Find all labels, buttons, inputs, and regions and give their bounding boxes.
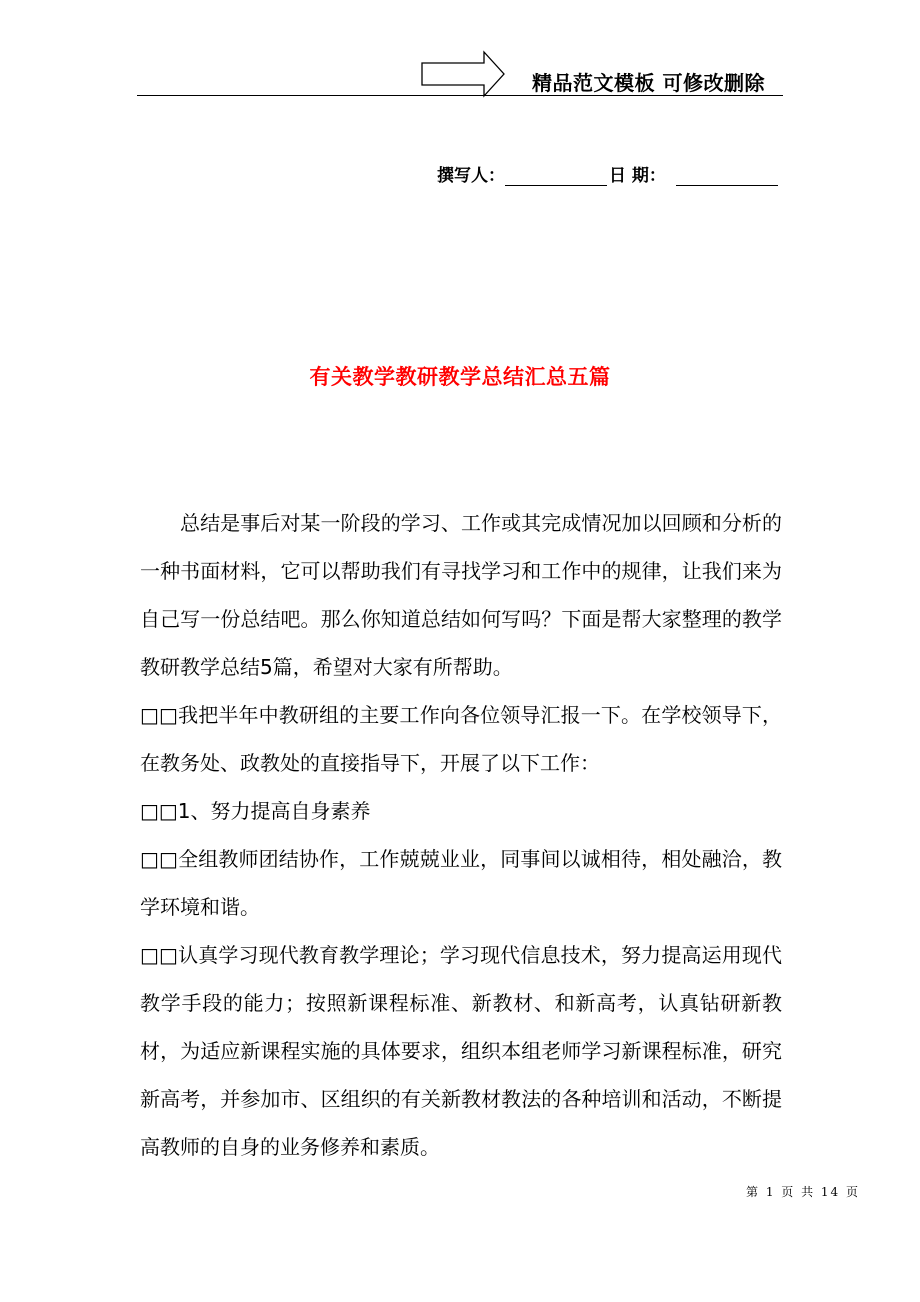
author-label: 撰写人：: [437, 166, 505, 186]
header-divider: [137, 95, 783, 96]
paragraph: □□我把半年中教研组的主要工作向各位领导汇报一下。在学校领导下，在教务处、政教处的直接指导下，开展了以下工作：: [140, 703, 782, 775]
author-date-line: [437, 161, 780, 186]
page-number: 第 1 页 共 14 页: [746, 1185, 860, 1199]
paragraph-intro: 总结是事后对某一阶段的学习、工作或其完成情况加以回顾和分析的一种书面材料，它可以帮助我们有寻找学习和工作中的规律，让我们来为自己写一份总结吧。那么你知道总结如何写吗？下面是帮大家整理的教学教研教学总结5篇，希望对大家有所帮助。: [140, 511, 782, 679]
paragraph: □□全组教师团结协作，工作兢兢业业，同事间以诚相待，相处融洽，教学环境和谐。: [140, 847, 782, 919]
document-title: 有关教学教研教学总结汇总五篇: [309, 365, 611, 389]
paragraph: □□认真学习现代教育教学理论；学习现代信息技术，努力提高运用现代教学手段的能力；按照新课程标准、新教材、和新高考，认真钻研新教材，为适应新课程实施的具体要求，组织本组老师学习新课程标准，研究新高考，并参加市、区组织的有关新教材教法的各种培训和活动，不断提高教师的自身的业务修养和素质。: [140, 943, 782, 1159]
date-label: 日 期：: [609, 166, 666, 186]
arrow-icon: [420, 50, 506, 98]
header-title: 精品范文模板 可修改删除: [532, 71, 765, 95]
author-blank: [505, 167, 607, 186]
date-blank: [676, 167, 778, 186]
document-body: [140, 499, 782, 1171]
paragraph-heading: □□1、努力提高自身素养: [140, 799, 371, 823]
